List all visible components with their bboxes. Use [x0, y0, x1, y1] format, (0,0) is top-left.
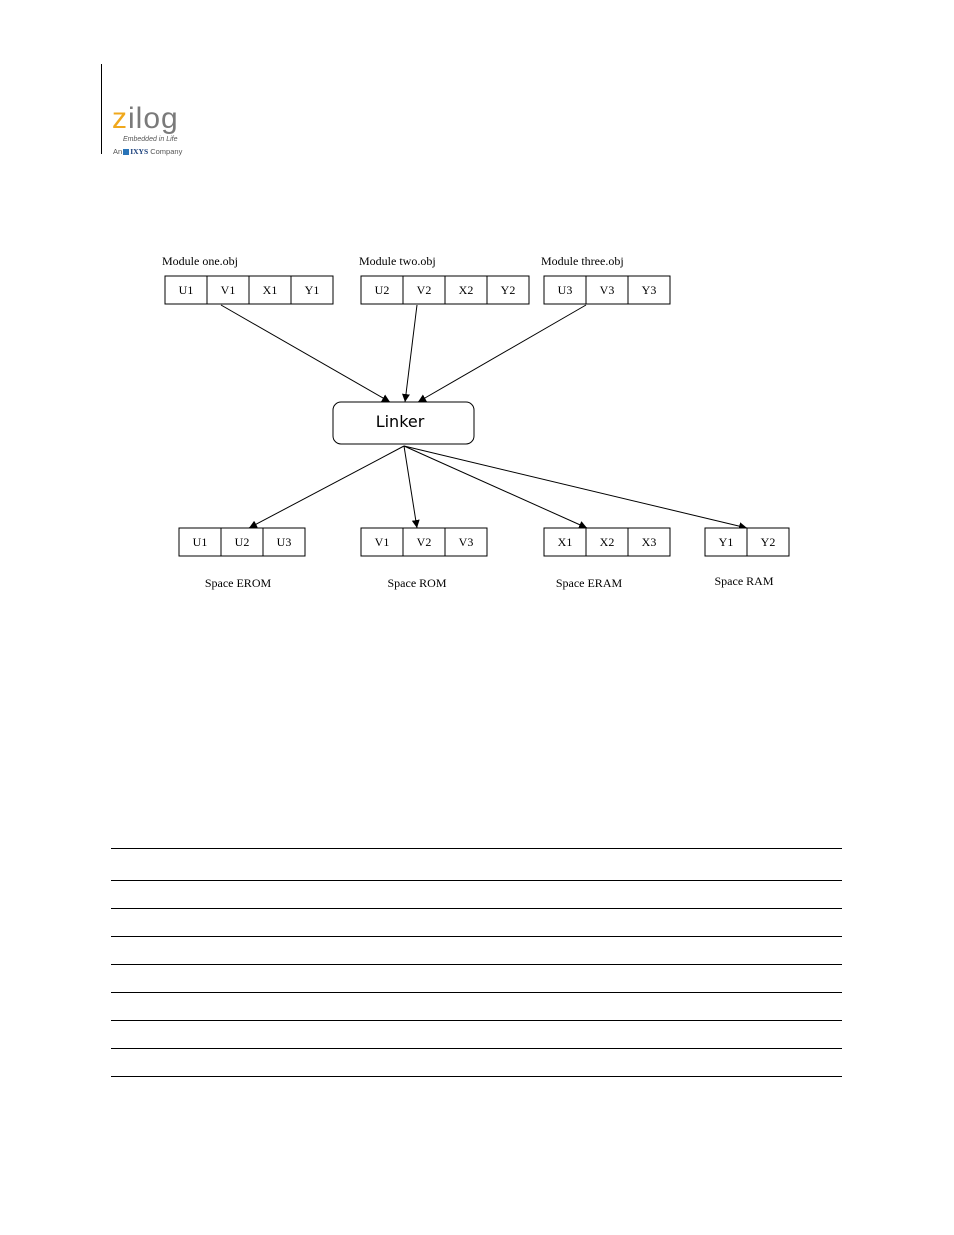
module-caption: Module one.obj: [162, 254, 238, 268]
logo-wordmark-rest: ilog: [128, 102, 179, 135]
space-cell-label: Y2: [760, 535, 776, 549]
logo-tagline: Embedded in Life: [123, 136, 178, 143]
logo-sub-ixys: IXYS: [130, 147, 149, 156]
space-cell-label: U1: [192, 535, 208, 549]
table-rule: [111, 880, 842, 881]
module-1: [162, 254, 333, 304]
module-group: [162, 254, 670, 304]
module-cell-label: X1: [262, 283, 278, 297]
module-cell-label: Y3: [641, 283, 657, 297]
space-2: [361, 528, 487, 590]
module-caption: Module two.obj: [359, 254, 436, 268]
module-cell-label: V1: [220, 283, 236, 297]
space-cell-label: U2: [234, 535, 250, 549]
space-caption: Space ROM: [387, 576, 447, 590]
linker-box: [333, 402, 474, 444]
diagram-arrow: [249, 446, 404, 528]
space-cell-label: V3: [458, 535, 474, 549]
space-caption: Space EROM: [204, 576, 272, 590]
diagram-arrow: [404, 446, 747, 528]
diagram-arrow: [405, 305, 417, 402]
module-2: [359, 254, 529, 304]
table-rule: [111, 1076, 842, 1077]
module-caption: Module three.obj: [541, 254, 624, 268]
module-cell-label: U1: [178, 283, 194, 297]
linker-label: Linker: [375, 412, 425, 431]
module-cell-label: X2: [458, 283, 474, 297]
table-rule: [111, 1048, 842, 1049]
module-cell-label: Y2: [500, 283, 516, 297]
module-cell-label: V2: [416, 283, 432, 297]
module-cell-label: V3: [599, 283, 615, 297]
module-cell-label: U2: [374, 283, 390, 297]
module-cell-label: U3: [557, 283, 573, 297]
space-caption: Space RAM: [714, 574, 774, 588]
module-cell-label: Y1: [304, 283, 320, 297]
space-cell-label: V2: [416, 535, 432, 549]
table-rule: [111, 992, 842, 993]
space-cell-label: X1: [557, 535, 573, 549]
space-3: [544, 528, 670, 590]
logo-sub-an: An: [113, 147, 123, 156]
space-cell-label: X2: [599, 535, 615, 549]
module-3: [541, 254, 670, 304]
table-rule: [111, 848, 842, 849]
space-1: [179, 528, 305, 590]
space-cell-label: X3: [641, 535, 657, 549]
table-rule: [111, 908, 842, 909]
table-rule: [111, 936, 842, 937]
space-group: [179, 528, 789, 590]
diagram-arrows: [221, 305, 747, 528]
space-4: [705, 528, 789, 588]
space-cell-label: U3: [276, 535, 292, 549]
space-caption: Space ERAM: [555, 576, 623, 590]
table-rule: [111, 1020, 842, 1021]
diagram-arrow: [418, 305, 586, 402]
space-cell-label: Y1: [718, 535, 734, 549]
diagram-arrow: [404, 446, 417, 528]
diagram-arrow: [404, 446, 587, 528]
logo-sub-company: Company: [150, 147, 183, 156]
table-rule: [111, 964, 842, 965]
logo-wordmark-z: z: [112, 102, 128, 135]
diagram-arrow: [221, 305, 390, 402]
space-cell-label: V1: [374, 535, 390, 549]
